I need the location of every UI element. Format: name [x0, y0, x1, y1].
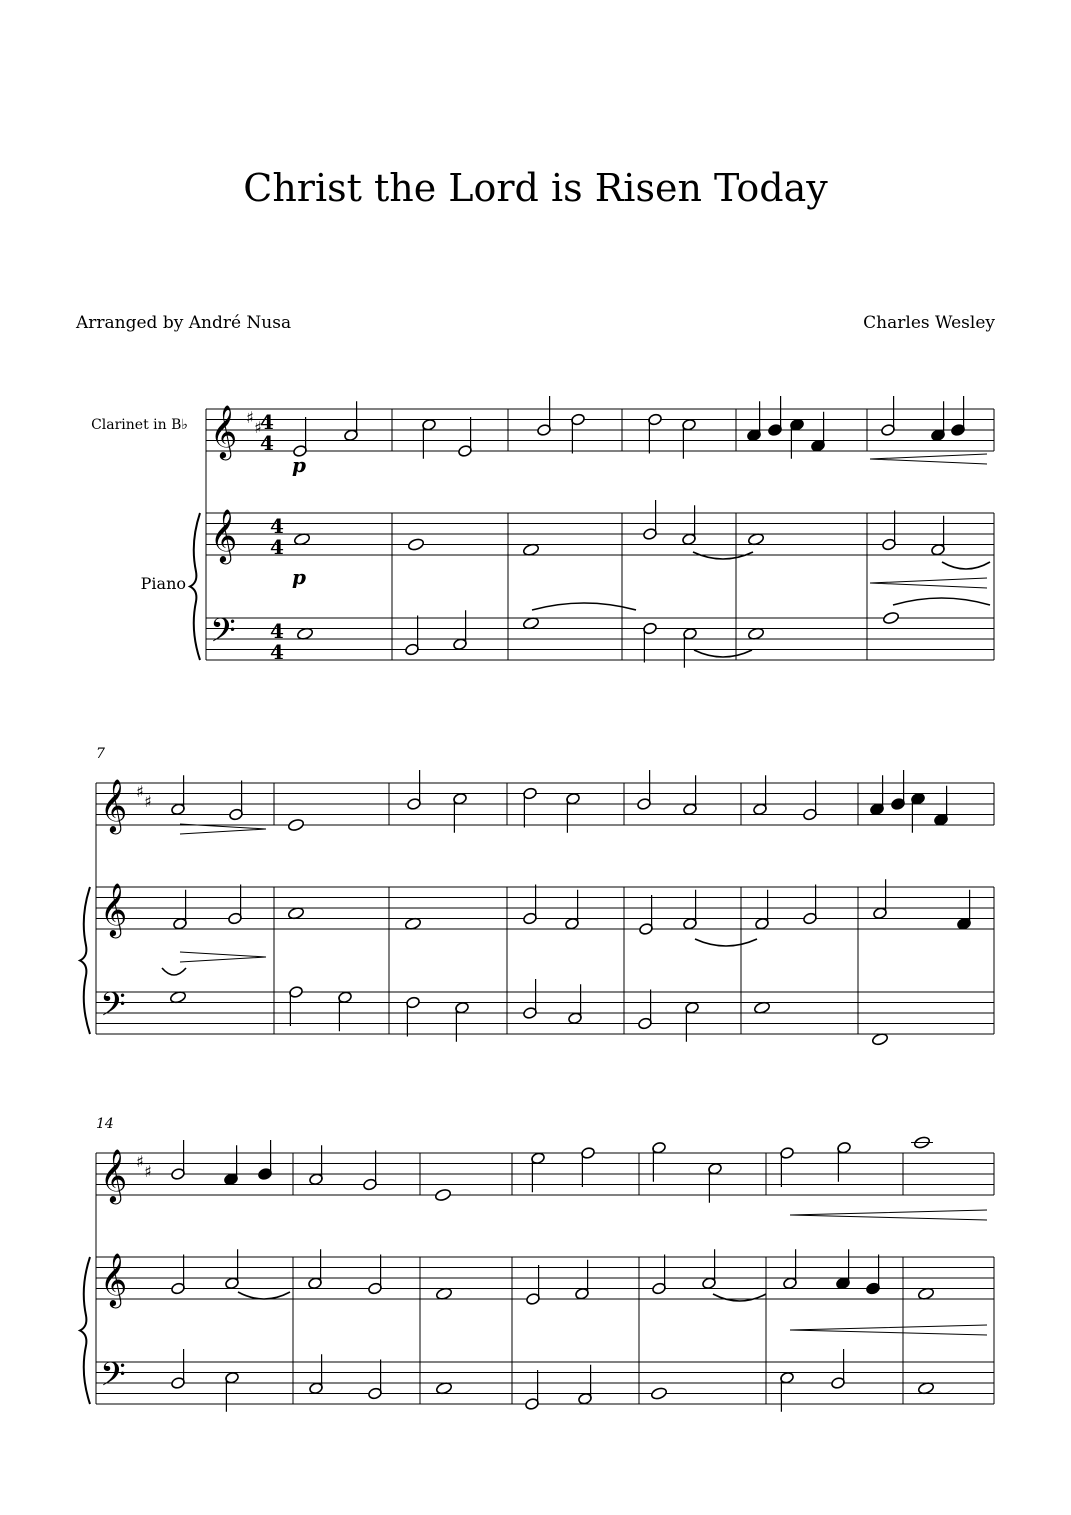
treble-clef-icon: 𝄞	[210, 508, 238, 562]
sharp-icon: ♯	[136, 1152, 144, 1171]
time-signature-top: 4	[260, 410, 274, 434]
crescendo-hairpin	[870, 454, 987, 464]
treble-clef-icon: 𝄞	[100, 882, 128, 936]
tie	[162, 968, 186, 975]
dynamic-p-piano: p	[292, 565, 306, 589]
notehead	[882, 611, 899, 625]
clarinet-label: Clarinet in B♭	[91, 417, 188, 433]
measure-number-14: 14	[96, 1116, 114, 1132]
decrescendo-hairpin	[180, 952, 266, 962]
time-signature-top: 4	[270, 619, 284, 643]
sharp-icon: ♯	[246, 408, 254, 427]
bass-clef-icon: 𝄢	[100, 986, 126, 1032]
bass-clef-icon: 𝄢	[210, 612, 236, 658]
sharp-icon: ♯	[144, 1162, 152, 1181]
piano-brace	[80, 1257, 90, 1404]
crescendo-hairpin	[790, 1210, 987, 1220]
notehead	[287, 818, 304, 832]
tie	[532, 603, 636, 610]
dynamic-p-clarinet: p	[292, 453, 306, 477]
composer-credit: Charles Wesley	[863, 313, 995, 333]
bass-clef-icon: 𝄢	[100, 1356, 126, 1402]
sharp-icon: ♯	[136, 782, 144, 801]
arranger-credit: Arranged by André Nusa	[76, 313, 292, 333]
treble-clef-icon: 𝄞	[100, 1252, 128, 1306]
tie	[713, 1294, 766, 1301]
treble-clef-icon: 𝄞	[100, 778, 128, 832]
piano-label: Piano	[140, 574, 186, 593]
tie	[942, 562, 990, 569]
crescendo-hairpin	[790, 1325, 987, 1335]
time-signature-bottom: 4	[270, 640, 284, 664]
time-signature-bottom: 4	[270, 535, 284, 559]
treble-clef-icon: 𝄞	[210, 404, 238, 458]
time-signature-bottom: 4	[260, 431, 274, 455]
tie	[893, 598, 990, 605]
tie	[694, 650, 752, 657]
notehead	[650, 1387, 667, 1401]
notehead	[407, 538, 424, 552]
sharp-icon: ♯	[254, 418, 262, 437]
measure-number-7: 7	[96, 746, 105, 762]
notehead	[434, 1188, 451, 1202]
time-signature-top: 4	[270, 514, 284, 538]
piano-brace	[190, 513, 200, 660]
sharp-icon: ♯	[144, 792, 152, 811]
crescendo-hairpin	[870, 578, 987, 588]
treble-clef-icon: 𝄞	[100, 1148, 128, 1202]
piano-brace	[80, 887, 90, 1034]
page-title: Christ the Lord is Risen Today	[243, 166, 828, 210]
tie	[695, 939, 757, 946]
tie	[238, 1292, 290, 1299]
